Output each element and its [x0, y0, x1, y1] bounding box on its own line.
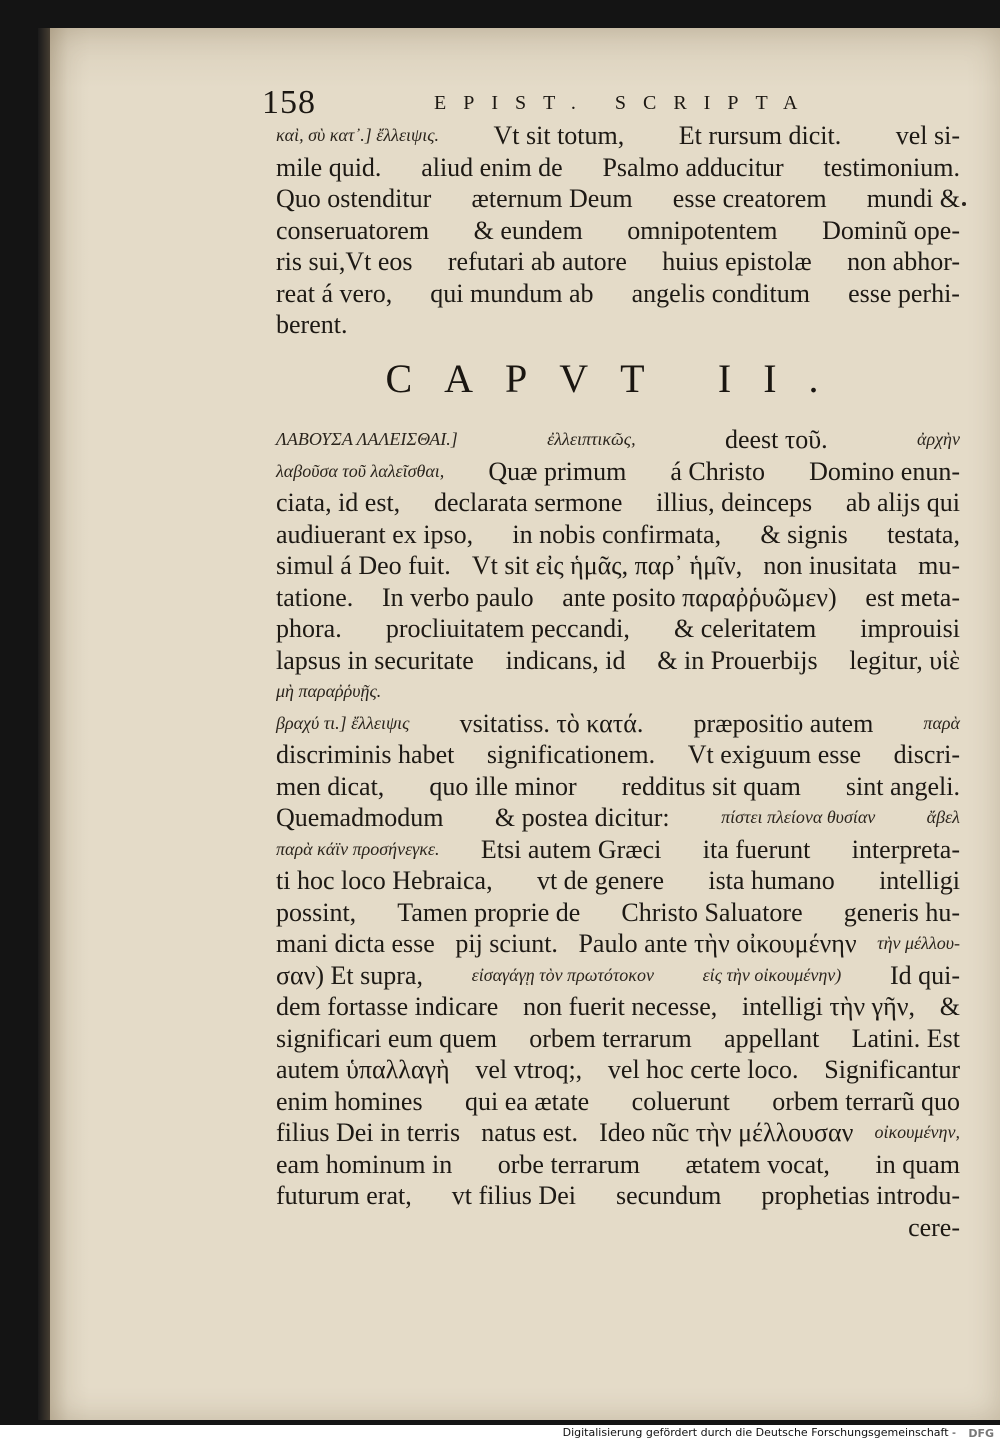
- text-line: [276, 897, 960, 929]
- text-chunk: & postea dicitur:: [494, 803, 670, 832]
- text-chunk: orbem terrarum: [529, 1023, 692, 1053]
- text-chunk: declarata sermone: [433, 488, 623, 517]
- text-line: [276, 309, 960, 341]
- text-chunk: testata,: [887, 519, 960, 549]
- text-chunk: mile quid.: [276, 152, 382, 182]
- text-chunk: conseruatorem: [276, 215, 430, 245]
- text-line: [276, 991, 960, 1023]
- text-chunk: non fuerit necesse,: [523, 992, 718, 1021]
- text-line: [276, 1117, 960, 1149]
- text-chunk: Et rursum dicit.: [678, 121, 842, 150]
- text-chunk: ita fuerunt: [702, 834, 811, 864]
- text-line: [276, 487, 960, 519]
- text-chunk: non inusitata: [763, 551, 897, 580]
- text-chunk: significari eum quem: [276, 1023, 497, 1053]
- text-chunk: in nobis confirmata,: [512, 519, 722, 549]
- text-chunk: ΛΑΒΟΥΣΑ ΛΑΛΕΙΣΘΑΙ.]: [276, 429, 458, 449]
- text-chunk: omnipotentem: [627, 215, 778, 245]
- text-chunk: interpreta-: [851, 834, 960, 864]
- text-chunk: natus est.: [481, 1118, 578, 1147]
- text-chunk: esse creatorem: [672, 184, 827, 213]
- text-chunk: mundi &: [866, 184, 960, 213]
- text-line: [276, 1086, 960, 1118]
- text-chunk: eam hominum in: [276, 1149, 453, 1179]
- chapter-heading: CAPVT II.: [385, 356, 851, 401]
- text-chunk: orbe terrarum: [497, 1149, 640, 1179]
- text-chunk: ista humano: [708, 866, 835, 895]
- text-chunk: qui mundum ab: [430, 278, 594, 308]
- text-chunk: possint,: [276, 897, 357, 927]
- text-chunk: legitur, υἱὲ: [849, 645, 960, 675]
- text-chunk: mani dicta esse: [276, 929, 435, 958]
- text-line: [276, 613, 960, 645]
- text-chunk: aliud enim de: [421, 152, 563, 182]
- text-chunk: autem ὑπαλλαγὴ: [276, 1055, 450, 1084]
- text-line: [276, 960, 960, 992]
- running-title: EPIST. SCRIPTA: [434, 92, 815, 114]
- text-chunk: Vt sit εἰς ἡμᾶς, παρ᾽ ἡμῖν,: [471, 551, 743, 580]
- text-chunk: παρὰ κάϊν προσήνεγκε.: [276, 838, 440, 859]
- digitization-footer: [0, 1425, 1000, 1443]
- text-chunk: esse perhi-: [848, 278, 960, 308]
- text-line: [276, 456, 960, 488]
- text-chunk: vt filius Dei: [451, 1181, 576, 1210]
- text-chunk: vel vtroq;,: [475, 1055, 583, 1084]
- text-chunk: præpositio autem: [693, 708, 874, 738]
- text-line: [276, 519, 960, 551]
- text-chunk: ἄβελ: [926, 807, 960, 827]
- text-chunk: illius, deinceps: [656, 488, 813, 517]
- text-chunk: Vt sit totum,: [493, 121, 625, 150]
- dfg-logo: DFG: [968, 1427, 994, 1440]
- text-line: [276, 183, 960, 215]
- text-chunk: intelligi τὴν γῆν,: [742, 992, 916, 1021]
- text-chunk: οἰκουμένην,: [874, 1122, 960, 1142]
- text-line: [276, 928, 960, 960]
- text-chunk: Quemadmodum: [276, 803, 444, 832]
- text-line: [276, 676, 960, 708]
- text-chunk: vsitatiss. τὸ κατά.: [459, 708, 644, 738]
- paragraph-1: [276, 120, 960, 341]
- text-chunk: audiuerant ex ipso,: [276, 519, 474, 549]
- text-chunk: coluerunt: [631, 1086, 730, 1116]
- text-line: [276, 1054, 960, 1086]
- text-chunk: secundum: [615, 1181, 722, 1210]
- text-chunk: Latini. Est: [851, 1023, 960, 1053]
- text-chunk: λαβοῦσα τοῦ λαλεῖσθαι,: [276, 460, 445, 481]
- text-chunk: εἰσαγάγῃ τὸν πρωτότοκον: [471, 964, 654, 985]
- text-chunk: intelligi: [879, 866, 960, 895]
- text-chunk: εἰς τὴν οἰκουμένην): [702, 964, 842, 985]
- text-chunk: phora.: [276, 614, 342, 643]
- text-chunk: & celeritatem: [673, 614, 817, 643]
- text-line: [276, 771, 960, 803]
- text-line: [276, 1023, 960, 1055]
- text-chunk: á Christo: [670, 456, 765, 486]
- text-chunk: angelis conditum: [631, 278, 810, 308]
- text-line: [276, 582, 960, 614]
- text-chunk: qui ea ætate: [465, 1086, 590, 1116]
- text-line: [276, 1180, 960, 1212]
- text-chunk: μὴ παραῤῥυῇς.: [276, 681, 382, 701]
- text-line: [276, 834, 960, 866]
- text-chunk: ti hoc loco Hebraica,: [276, 866, 493, 895]
- text-chunk: ris sui,Vt eos: [276, 247, 413, 276]
- text-chunk: ab alijs qui: [845, 488, 960, 517]
- text-chunk: prophetias introdu-: [761, 1181, 960, 1210]
- text-chunk: ciata, id est,: [276, 488, 401, 517]
- text-chunk: testimonium.: [823, 152, 960, 182]
- margin-mark: [962, 202, 966, 206]
- text-chunk: lapsus in securitate: [276, 645, 474, 675]
- text-line: [276, 152, 960, 184]
- text-chunk: orbem terrarũ quo: [772, 1086, 960, 1116]
- text-chunk: Quo ostenditur: [276, 184, 432, 213]
- text-chunk: quo ille minor: [429, 771, 577, 801]
- text-chunk: Paulo ante τὴν οἰκουμένην: [578, 929, 857, 958]
- footer-credit: Digitalisierung gefördert durch die Deutsche Forschungsgemeinschaft -: [562, 1426, 956, 1439]
- text-line: [276, 1149, 960, 1181]
- text-chunk: redditus sit quam: [621, 771, 801, 801]
- text-chunk: in quam: [875, 1149, 960, 1179]
- text-line: [276, 645, 960, 677]
- text-chunk: futurum erat,: [276, 1181, 412, 1210]
- text-chunk: vt de genere: [536, 866, 664, 895]
- text-chunk: Id qui-: [889, 960, 960, 990]
- text-chunk: improuisi: [860, 614, 960, 643]
- text-line: [276, 120, 960, 152]
- text-chunk: Dominũ ope-: [822, 215, 960, 245]
- text-line: [276, 246, 960, 278]
- text-chunk: ἐλλειπτικῶς,: [547, 429, 636, 449]
- text-chunk: sint angeli.: [845, 771, 960, 801]
- text-chunk: Psalmo adducitur: [602, 152, 784, 182]
- text-chunk: generis hu-: [843, 897, 960, 927]
- text-chunk: Tamen proprie de: [397, 897, 581, 927]
- text-chunk: ætatem vocat,: [685, 1149, 830, 1179]
- text-chunk: cere-: [908, 1212, 960, 1242]
- text-chunk: reat á vero,: [276, 278, 393, 308]
- text-chunk: discri-: [893, 740, 960, 769]
- text-chunk: significationem.: [486, 740, 656, 769]
- text-chunk: berent.: [276, 310, 348, 339]
- text-chunk: &: [939, 992, 960, 1021]
- text-chunk: discriminis habet: [276, 740, 455, 769]
- text-chunk: pij sciunt.: [455, 929, 558, 958]
- text-chunk: Etsi autem Græci: [480, 834, 662, 864]
- text-chunk: enim homines: [276, 1086, 423, 1116]
- text-chunk: ante posito παραῤῥυῶμεν): [562, 582, 837, 612]
- text-line: [276, 215, 960, 247]
- text-chunk: tatione.: [276, 582, 354, 612]
- text-chunk: τὴν μέλλου-: [877, 933, 960, 953]
- text-chunk: καὶ, σὺ κατ᾽.] ἔλλειψις.: [276, 125, 440, 145]
- text-chunk: est meta-: [865, 582, 960, 612]
- text-chunk: Christo Saluatore: [621, 897, 803, 927]
- paragraph-2: [276, 424, 960, 1243]
- text-chunk: dem fortasse indicare: [276, 992, 499, 1021]
- text-chunk: non abhor-: [847, 247, 960, 276]
- page-number: 158: [262, 84, 316, 121]
- text-chunk: & signis: [760, 519, 848, 549]
- text-chunk: refutari ab autore: [447, 247, 627, 276]
- text-chunk: æternum Deum: [471, 184, 633, 213]
- text-line: [276, 1212, 960, 1244]
- text-chunk: Quæ primum: [488, 456, 627, 486]
- text-chunk: & eundem: [473, 215, 583, 245]
- text-chunk: deest τοῦ.: [724, 425, 828, 454]
- text-line: [276, 424, 960, 456]
- text-chunk: Vt exiguum esse: [687, 740, 862, 769]
- text-chunk: Domino enun-: [809, 456, 960, 486]
- text-chunk: simul á Deo fuit.: [276, 551, 451, 580]
- text-chunk: appellant: [724, 1023, 820, 1053]
- text-chunk: filius Dei in terris: [276, 1118, 461, 1147]
- text-chunk: mu-: [918, 551, 960, 580]
- text-chunk: In verbo paulo: [381, 582, 534, 612]
- running-head: [262, 84, 862, 120]
- text-chunk: βραχύ τι.] ἔλλειψις: [276, 712, 410, 733]
- text-chunk: & in Prouerbijs: [657, 645, 818, 675]
- text-chunk: vel si-: [895, 121, 960, 150]
- text-line: [276, 708, 960, 740]
- text-line: [276, 550, 960, 582]
- text-chunk: procliuitatem peccandi,: [385, 614, 630, 643]
- text-chunk: huius epistolæ: [662, 247, 812, 276]
- text-line: [276, 865, 960, 897]
- text-chunk: Ideo nũc τὴν μέλλουσαν: [599, 1118, 854, 1147]
- text-chunk: παρὰ: [923, 712, 960, 733]
- text-line: [276, 802, 960, 834]
- text-chunk: vel hoc certe loco.: [607, 1055, 799, 1084]
- text-chunk: σαν) Et supra,: [276, 960, 423, 990]
- text-chunk: men dicat,: [276, 771, 385, 801]
- text-line: [276, 739, 960, 771]
- text-chunk: indicans, id: [505, 645, 626, 675]
- text-chunk: Significantur: [824, 1055, 960, 1084]
- text-line: [276, 278, 960, 310]
- text-chunk: ἀρχὴν: [917, 429, 960, 449]
- text-chunk: πίστει πλείονα θυσίαν: [721, 807, 876, 827]
